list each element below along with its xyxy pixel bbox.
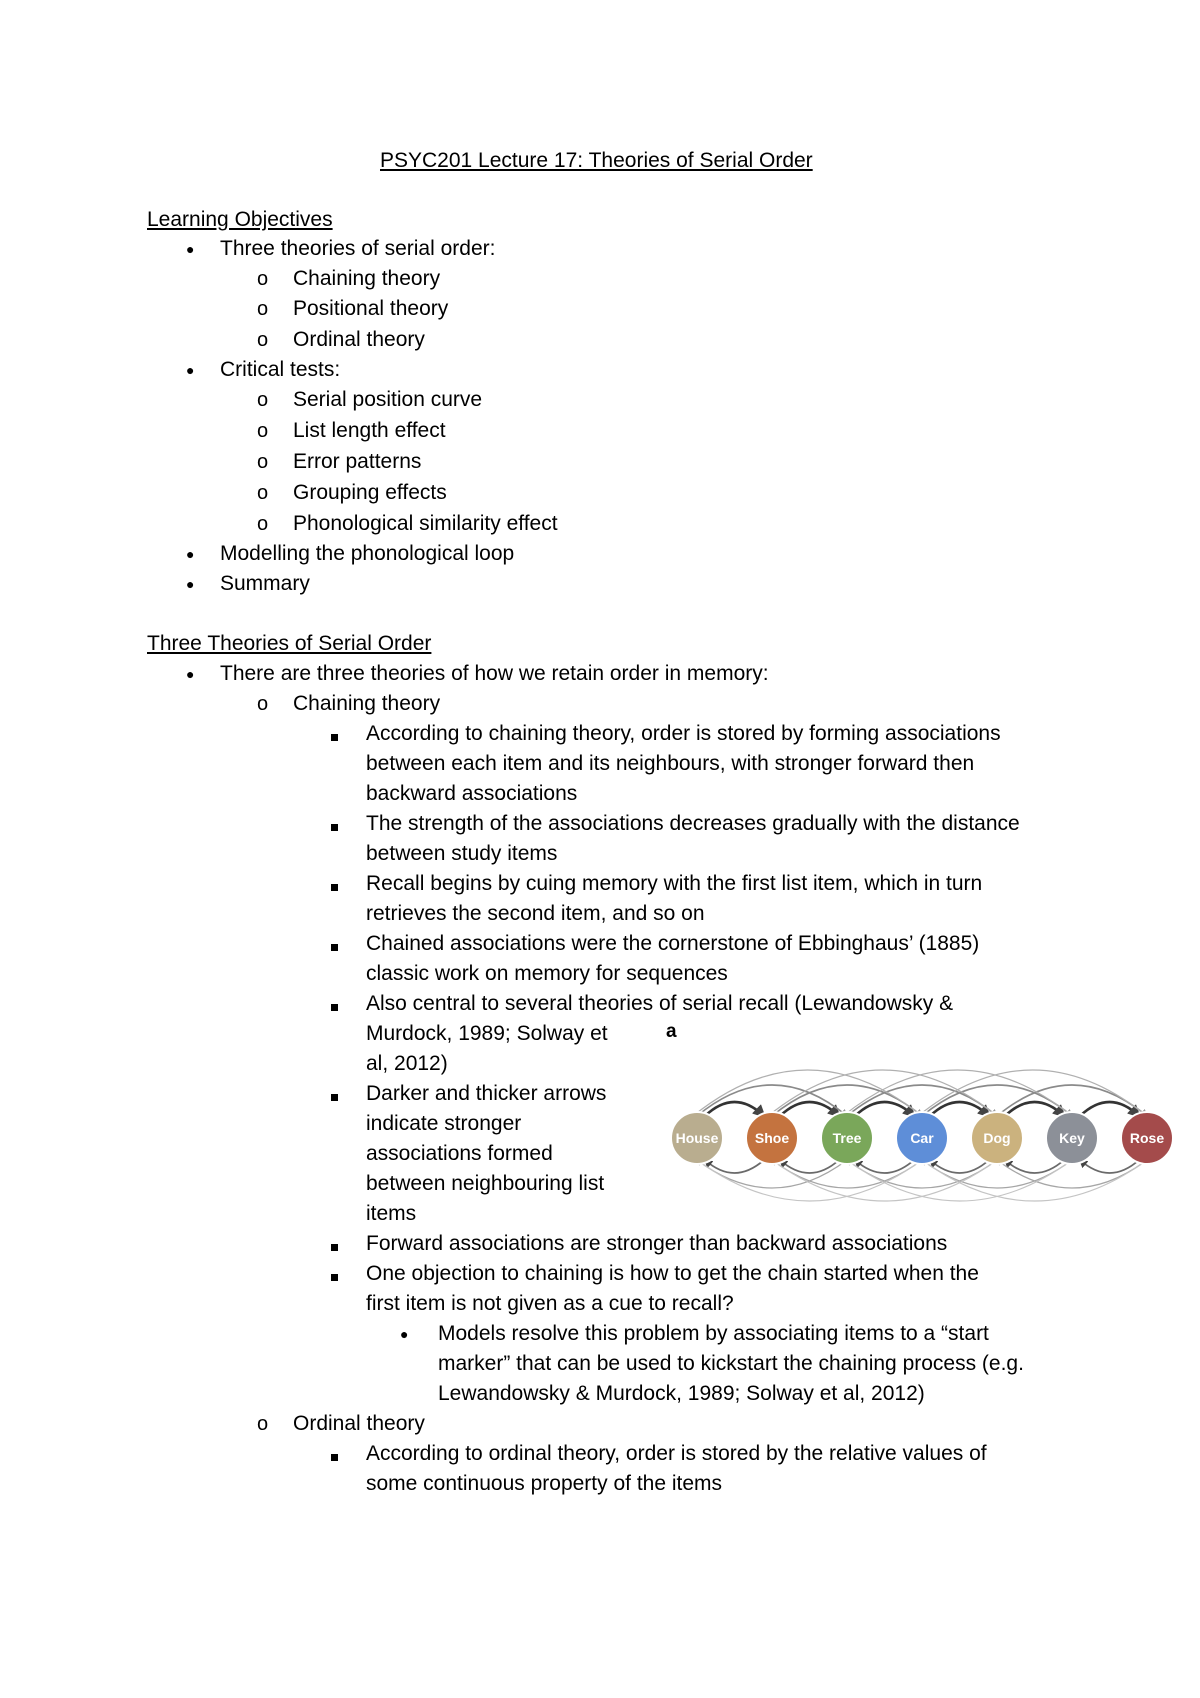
sub-line: Lewandowsky & Murdock, 1989; Solway et al, 2012)	[438, 1382, 925, 1405]
square-bullet-icon	[331, 824, 338, 831]
bullet-icon: ●	[186, 546, 195, 562]
objective-subitem: List length effect	[293, 419, 446, 442]
objective-subitem: Chaining theory	[293, 267, 441, 290]
chaining-line: al, 2012)	[366, 1052, 448, 1075]
three-theories-heading: Three Theories of Serial Order	[147, 632, 432, 655]
square-bullet-icon	[331, 944, 338, 951]
square-bullet-icon	[331, 1274, 338, 1281]
chaining-line: Chained associations were the cornerstone of Ebbinghaus’ (1885)	[366, 932, 980, 955]
circle-bullet-icon: o	[257, 1413, 269, 1435]
square-bullet-icon	[331, 1454, 338, 1461]
square-bullet-icon	[331, 1094, 338, 1101]
sub-line: marker” that can be used to kickstart the chaining process (e.g.	[438, 1352, 1024, 1375]
item-node-label: Key	[1059, 1130, 1085, 1146]
circle-bullet-icon: o	[257, 513, 269, 535]
circle-bullet-icon: o	[257, 482, 269, 504]
objective-item: Summary	[220, 572, 310, 595]
chaining-line: classic work on memory for sequences	[366, 962, 728, 985]
objective-subitem: Serial position curve	[293, 388, 483, 411]
chaining-line: associations formed	[366, 1142, 553, 1165]
chaining-line: Also central to several theories of serial recall (Lewandowsky &	[366, 992, 954, 1015]
circle-bullet-icon: o	[257, 451, 269, 473]
chaining-line: between each item and its neighbours, with stronger forward then	[366, 752, 975, 775]
chaining-line: One objection to chaining is how to get the chain started when the	[366, 1262, 979, 1285]
chaining-line: Recall begins by cuing memory with the first list item, which in turn	[366, 872, 983, 895]
chaining-line: The strength of the associations decreases gradually with the distance	[366, 812, 1020, 835]
chaining-line: between study items	[366, 842, 558, 865]
chaining-line: first item is not given as a cue to recall?	[366, 1292, 734, 1315]
sub-line: Models resolve this problem by associating items to a “start	[438, 1322, 989, 1345]
chaining-line: Darker and thicker arrows	[366, 1082, 607, 1105]
page-title: PSYC201 Lecture 17: Theories of Serial Order	[380, 149, 813, 172]
figure-label: a	[666, 1021, 677, 1042]
ordinal-line: According to ordinal theory, order is stored by the relative values of	[366, 1442, 987, 1465]
bullet-icon: ●	[186, 241, 195, 257]
chaining-line: between neighbouring list	[366, 1172, 605, 1195]
circle-bullet-icon: o	[257, 329, 269, 351]
chaining-line: items	[366, 1202, 417, 1225]
chaining-theory-label: Chaining theory	[293, 692, 441, 715]
square-bullet-icon	[331, 734, 338, 741]
objective-item: Critical tests:	[220, 358, 341, 381]
objective-subitem: Ordinal theory	[293, 328, 425, 351]
objective-subitem: Error patterns	[293, 450, 422, 473]
objective-subitem: Positional theory	[293, 297, 449, 320]
circle-bullet-icon: o	[257, 389, 269, 411]
section-item: There are three theories of how we retain order in memory:	[220, 662, 769, 685]
item-node-label: Car	[910, 1130, 934, 1146]
chaining-line: According to chaining theory, order is stored by forming associations	[366, 722, 1001, 745]
square-bullet-icon	[331, 1004, 338, 1011]
bullet-icon: ●	[186, 576, 195, 592]
circle-bullet-icon: o	[257, 420, 269, 442]
bullet-icon: ●	[400, 1326, 409, 1342]
chaining-diagram	[655, 1018, 1185, 1213]
item-node-label: Tree	[832, 1130, 862, 1146]
chaining-line: Forward associations are stronger than backward associations	[366, 1232, 948, 1255]
chaining-line: retrieves the second item, and so on	[366, 902, 705, 925]
ordinal-theory-label: Ordinal theory	[293, 1412, 425, 1435]
ordinal-line: some continuous property of the items	[366, 1472, 723, 1495]
bullet-icon: ●	[186, 362, 195, 378]
item-nodes	[671, 1112, 1173, 1164]
bullet-icon: ●	[186, 666, 195, 682]
objective-subitem: Phonological similarity effect	[293, 512, 558, 535]
objective-item: Modelling the phonological loop	[220, 542, 515, 565]
item-node-label: House	[675, 1130, 719, 1146]
learning-objectives-heading: Learning Objectives	[147, 208, 333, 231]
circle-bullet-icon: o	[257, 298, 269, 320]
item-node-label: Rose	[1129, 1130, 1165, 1146]
item-node-label: Dog	[983, 1130, 1011, 1146]
square-bullet-icon	[331, 1244, 338, 1251]
circle-bullet-icon: o	[257, 268, 269, 290]
objective-item: Three theories of serial order:	[220, 237, 496, 260]
chaining-line: backward associations	[366, 782, 578, 805]
circle-bullet-icon: o	[257, 693, 269, 715]
chaining-line: Murdock, 1989; Solway et	[366, 1022, 608, 1045]
objective-subitem: Grouping effects	[293, 481, 447, 504]
square-bullet-icon	[331, 884, 338, 891]
chaining-line: indicate stronger	[366, 1112, 522, 1135]
item-node-label: Shoe	[754, 1130, 790, 1146]
